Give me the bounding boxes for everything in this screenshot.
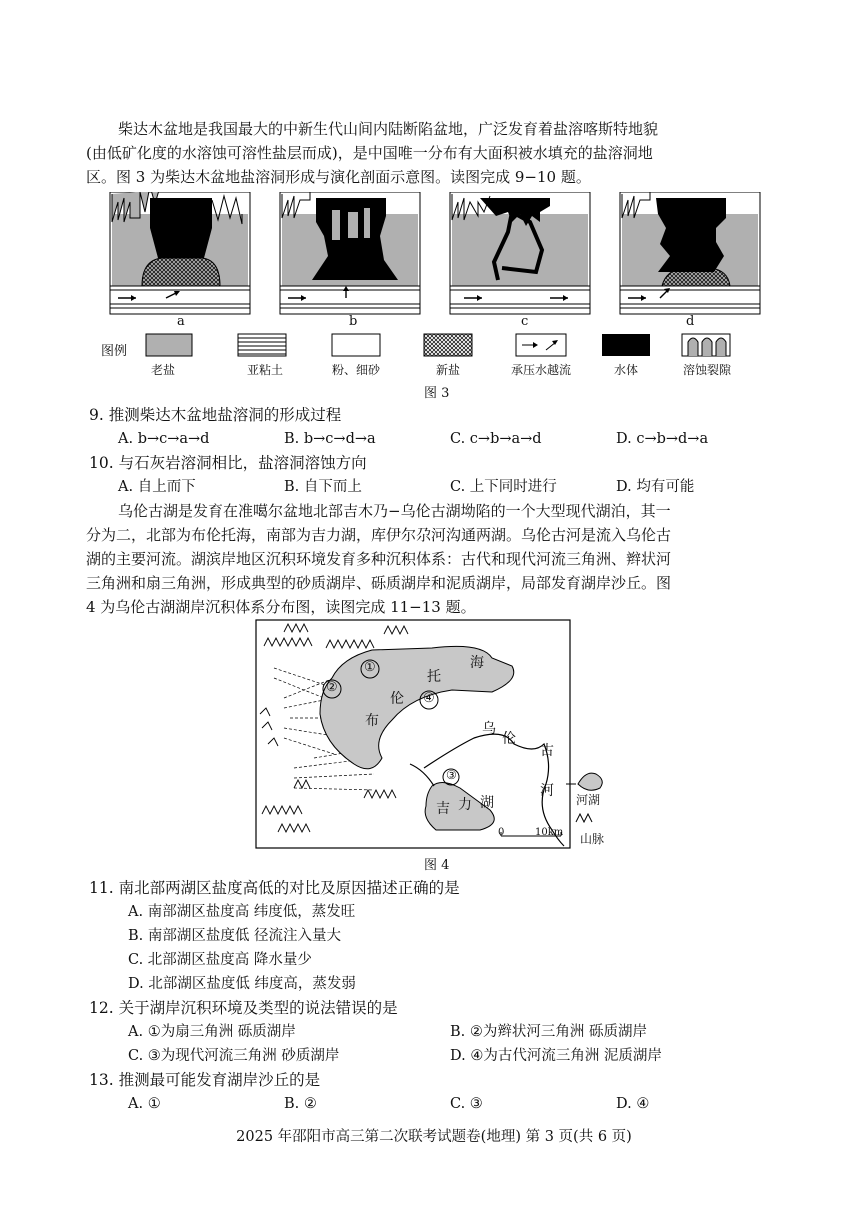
q11-option-a[interactable]: A. 南部湖区盐度高 纬度低，蒸发旺 bbox=[128, 904, 356, 920]
figure3-legend-swatches bbox=[140, 332, 780, 358]
panel-label-a: a bbox=[177, 314, 185, 329]
q11-stem: 11. 南北部两湖区盐度高低的对比及原因描述正确的是 bbox=[89, 879, 460, 897]
q12-option-c[interactable]: C. ③为现代河流三角洲 砂质湖岸 bbox=[128, 1048, 340, 1064]
swatch-fissure bbox=[682, 334, 730, 356]
map-label-bu: 布 bbox=[365, 713, 379, 729]
q13-option-d[interactable]: D. ④ bbox=[616, 1096, 650, 1112]
legend-label-new-salt: 新盐 bbox=[435, 363, 460, 377]
figure3-panels bbox=[100, 192, 800, 327]
map-label-ji: 吉 bbox=[436, 801, 450, 817]
intro2-line-2: 分为二，北部为布伦托海，南部为吉力湖，库伊尔尕河沟通两湖。乌伦古河是流入乌伦古 bbox=[86, 526, 672, 544]
panel-d-diagram bbox=[620, 192, 760, 314]
legend-label-water: 水体 bbox=[613, 363, 638, 377]
legend-mountain-label: 山脉 bbox=[580, 832, 605, 846]
swatch-water bbox=[602, 334, 650, 356]
panel-label-c: c bbox=[521, 314, 529, 329]
q12-option-d[interactable]: D. ④为古代河流三角洲 泥质湖岸 bbox=[450, 1048, 662, 1064]
q11-option-d[interactable]: D. 北部湖区盐度低 纬度高，蒸发弱 bbox=[128, 976, 356, 992]
marker-2: ② bbox=[326, 680, 338, 695]
map-label-lun2: 伦 bbox=[502, 731, 516, 747]
q13-option-a[interactable]: A. ① bbox=[128, 1096, 161, 1112]
swatch-old-salt bbox=[146, 334, 192, 356]
swatch-clay bbox=[238, 334, 286, 356]
intro2-line-5: 4 为乌伦古湖湖岸沉积体系分布图，读图完成 11−13 题。 bbox=[86, 598, 476, 616]
q12-option-a[interactable]: A. ①为扇三角洲 砾质湖岸 bbox=[128, 1024, 296, 1040]
marker-4: ④ bbox=[423, 691, 435, 706]
figure4-caption: 图 4 bbox=[424, 858, 450, 873]
map-label-hai: 海 bbox=[470, 655, 484, 671]
map-label-he: 河 bbox=[540, 783, 554, 799]
legend-title: 图例 bbox=[101, 344, 128, 359]
map-label-tuo: 托 bbox=[427, 669, 441, 685]
panel-c-diagram bbox=[450, 192, 590, 314]
scale-label: 10km bbox=[535, 827, 564, 838]
map-label-hu: 湖 bbox=[480, 795, 494, 811]
intro2-line-1: 乌伦古湖是发育在准噶尔盆地北部吉木乃−乌伦古湖坳陷的一个大型现代湖泊，其一 bbox=[118, 502, 671, 520]
panel-label-d: d bbox=[686, 314, 695, 329]
page-footer: 2025 年邵阳市高三第二次联考试题卷(地理) 第 3 页(共 6 页) bbox=[236, 1129, 632, 1145]
figure3-caption: 图 3 bbox=[424, 386, 450, 401]
q11-option-c[interactable]: C. 北部湖区盐度高 降水量少 bbox=[128, 952, 312, 968]
map-label-lun1: 伦 bbox=[390, 691, 404, 707]
legend-label-old-salt: 老盐 bbox=[150, 363, 175, 377]
q11-option-b[interactable]: B. 南部湖区盐度低 径流注入量大 bbox=[128, 928, 341, 944]
legend-label-flow: 承压水越流 bbox=[510, 363, 571, 377]
scale-zero: 0 bbox=[498, 827, 505, 838]
intro1-line-1: 柴达木盆地是我国最大的中新生代山间内陆断陷盆地，广泛发育着盐溶喀斯特地貌 bbox=[118, 120, 659, 138]
q9-option-a[interactable]: A. b→c→a→d bbox=[118, 431, 210, 447]
swatch-new-salt bbox=[424, 334, 472, 356]
legend-lake-swatch bbox=[578, 773, 602, 790]
q10-option-d[interactable]: D. 均有可能 bbox=[616, 479, 695, 495]
swatch-sand bbox=[332, 334, 380, 356]
intro2-line-3: 湖的主要河流。湖滨岸地区沉积环境发育多种沉积体系：古代和现代河流三角洲、辫状河 bbox=[86, 550, 672, 568]
map-label-gu: 古 bbox=[540, 743, 554, 759]
legend-label-fissure: 溶蚀裂隙 bbox=[682, 363, 731, 377]
swatch-flow bbox=[516, 334, 566, 356]
legend-mountain-swatch bbox=[576, 814, 592, 822]
q10-option-b[interactable]: B. 自下而上 bbox=[284, 479, 362, 495]
q10-option-a[interactable]: A. 自上而下 bbox=[118, 479, 196, 495]
map-label-wu: 乌 bbox=[482, 721, 496, 737]
q13-option-b[interactable]: B. ② bbox=[284, 1096, 317, 1112]
q12-stem: 12. 关于湖岸沉积环境及类型的说法错误的是 bbox=[89, 999, 398, 1017]
legend-label-sand: 粉、细砂 bbox=[331, 363, 380, 377]
intro1-line-2: (由低矿化度的水溶蚀可溶性盐层而成)，是中国唯一分布有大面积被水填充的盐溶洞地 bbox=[86, 144, 653, 162]
panel-b-diagram bbox=[280, 192, 420, 314]
q9-option-d[interactable]: D. c→b→d→a bbox=[616, 431, 709, 447]
panel-label-b: b bbox=[349, 314, 358, 329]
q13-option-c[interactable]: C. ③ bbox=[450, 1096, 483, 1112]
marker-1: ① bbox=[364, 660, 376, 675]
q10-stem: 10. 与石灰岩溶洞相比，盐溶洞溶蚀方向 bbox=[89, 454, 367, 472]
intro2-line-4: 三角洲和扇三角洲，形成典型的砂质湖岸、砾质湖岸和泥质湖岸，局部发育湖岸沙丘。图 bbox=[86, 574, 672, 592]
marker-3: ③ bbox=[446, 768, 457, 782]
q12-option-b[interactable]: B. ②为辫状河三角洲 砾质湖岸 bbox=[450, 1024, 647, 1040]
panel-a-diagram bbox=[110, 192, 250, 314]
q9-option-c[interactable]: C. c→b→a→d bbox=[450, 431, 542, 447]
map-label-li: 力 bbox=[458, 797, 472, 813]
q13-stem: 13. 推测最可能发育湖岸沙丘的是 bbox=[89, 1071, 321, 1089]
q10-option-c[interactable]: C. 上下同时进行 bbox=[450, 479, 557, 495]
legend-lake-label: 河湖 bbox=[576, 793, 601, 807]
q9-option-b[interactable]: B. b→c→d→a bbox=[284, 431, 376, 447]
q9-stem: 9. 推测柴达木盆地盐溶洞的形成过程 bbox=[89, 406, 342, 424]
legend-label-clay: 亚粘土 bbox=[246, 363, 283, 377]
intro1-line-3: 区。图 3 为柴达木盆地盐溶洞形成与演化剖面示意图。读图完成 9−10 题。 bbox=[86, 168, 591, 186]
